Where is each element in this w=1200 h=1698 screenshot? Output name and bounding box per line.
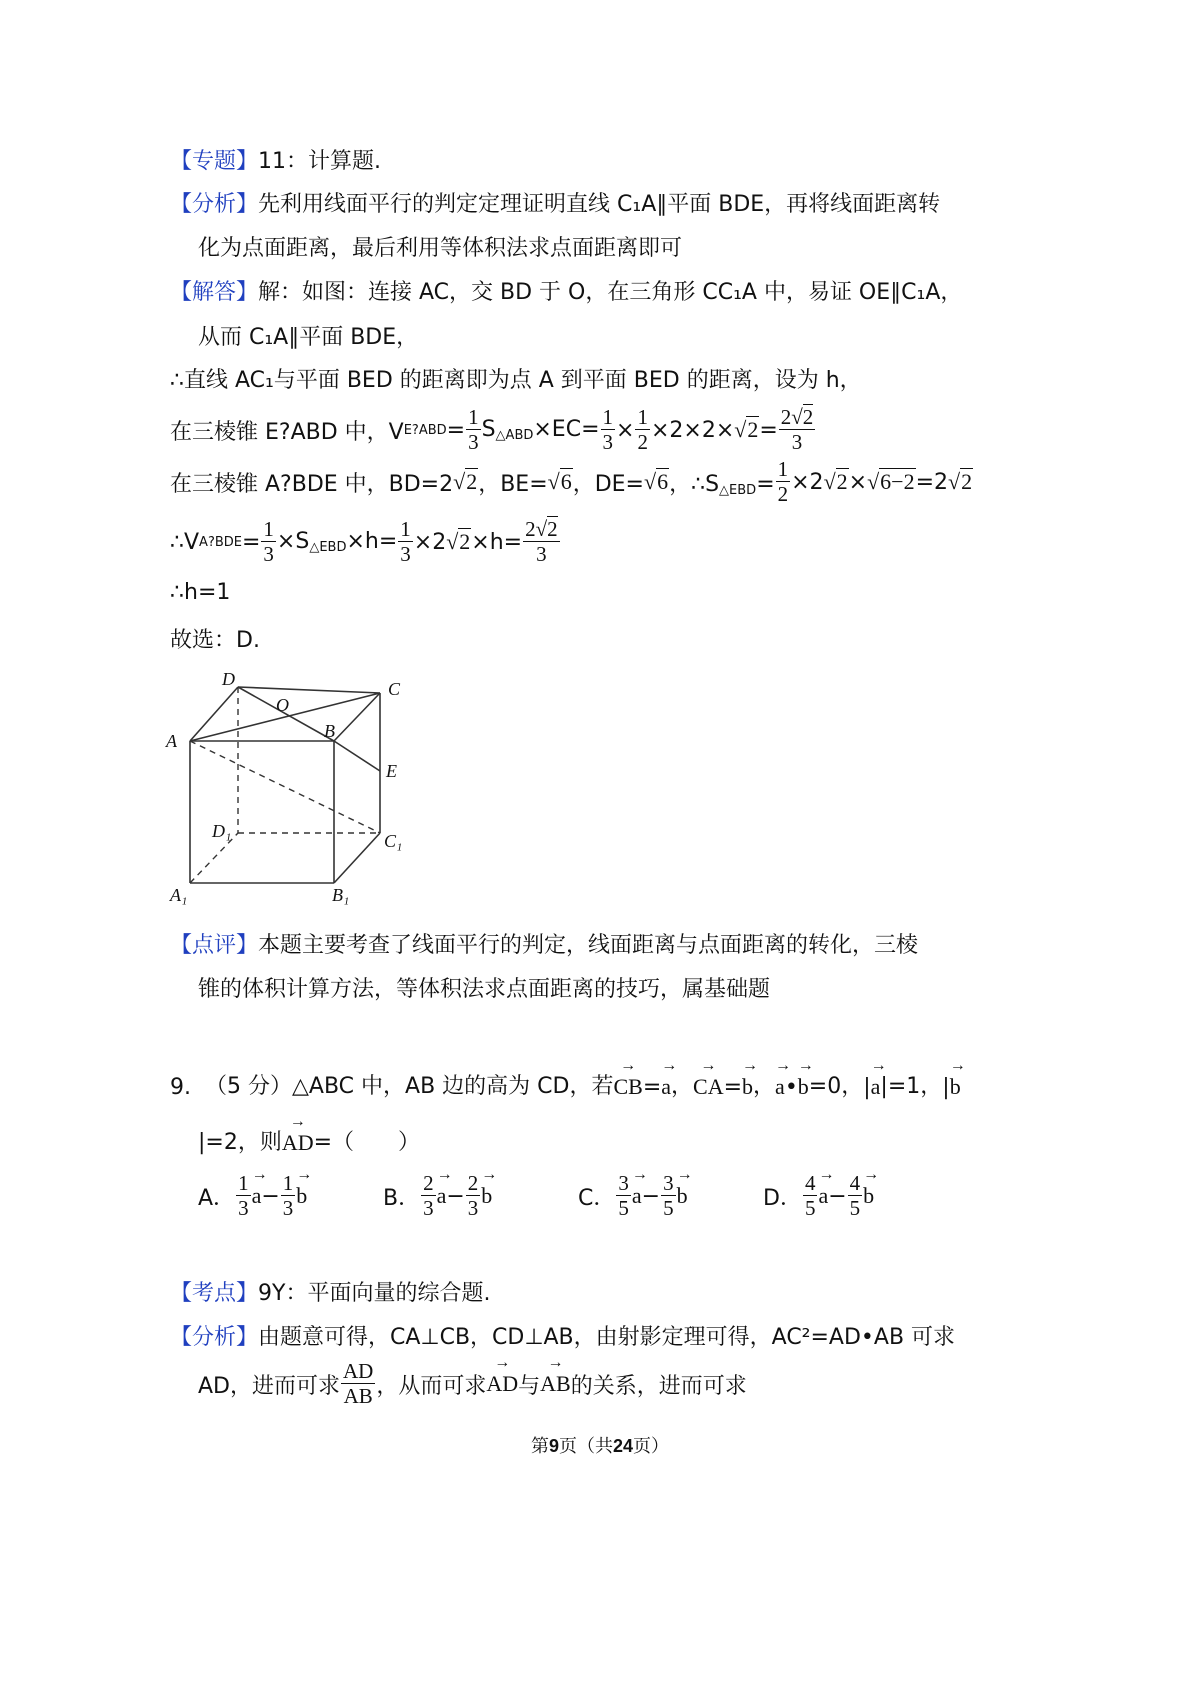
analysis-tag: 【分析】: [170, 192, 259, 217]
option-a-vec-a: → a: [252, 1183, 262, 1209]
option-d-minus: −: [828, 1183, 847, 1209]
vec-a-dot: → a: [775, 1074, 785, 1100]
vec-cb: → CB: [613, 1074, 642, 1100]
frac-2sqrt2-3-b: $\frac{2√2}{3}$: [525, 517, 558, 566]
edge-ad: [190, 687, 238, 741]
option-b-vec-b: → b: [481, 1183, 492, 1209]
q9-analysis-tag: 【分析】: [170, 1325, 259, 1350]
label-b: B: [324, 721, 335, 741]
comment-line-1: [170, 928, 918, 959]
eq-zero: =0，: [808, 1074, 864, 1099]
label-c1: C₁: [384, 831, 403, 851]
frac-1-3-c: $\frac{1}{3}$: [263, 517, 274, 566]
abs-a-close: |=1，: [880, 1074, 943, 1099]
vec-b-dot: → b: [798, 1074, 809, 1100]
vec-ad: → AD: [282, 1130, 314, 1156]
option-c-vec-b: → b: [677, 1183, 688, 1209]
analysis-line-1: [170, 187, 940, 218]
pyramid-a-bde-line: [170, 456, 973, 508]
kaodian-text: 9Y：平面向量的综合题.: [258, 1281, 491, 1306]
option-d-den1: 5: [804, 1196, 816, 1220]
option-a-den1: 3: [238, 1196, 249, 1220]
q9-analysis-text-2c: 与: [518, 1373, 541, 1399]
comment-line-2: 锥的体积计算方法，等体积法求点面距离的技巧，属基础题: [198, 977, 771, 1002]
option-d-label: D．: [763, 1185, 802, 1211]
frac-1-2-b: $\frac{1}{2}$: [777, 457, 789, 506]
frac-ad-ab: $\frac{AD}{AB}$: [343, 1359, 374, 1408]
q9-analysis-line-2: [198, 1356, 747, 1412]
footer-pre: 第: [530, 1436, 549, 1456]
de-label: ，DE=: [572, 471, 644, 497]
solution-line-1: [170, 275, 962, 306]
comment-tag: 【点评】: [170, 933, 259, 958]
q9-analysis-text-2a: AD，进而可求: [198, 1373, 340, 1399]
topic-text: 11：计算题.: [258, 149, 382, 174]
option-b-vec-a: → a: [437, 1183, 447, 1209]
times-2-b: ×2: [413, 529, 447, 555]
topic-line: [170, 144, 381, 175]
page-footer: [0, 1432, 1200, 1458]
eq-ca: =: [723, 1075, 743, 1100]
label-b1: B₁: [332, 885, 350, 905]
option-b-minus: −: [446, 1183, 465, 1209]
footer-page-number: 9: [548, 1436, 559, 1456]
option-b-den1: 3: [423, 1196, 434, 1220]
option-d-num1: 4: [804, 1171, 816, 1195]
vec-a: → a: [661, 1074, 671, 1100]
abs-a-open: |: [863, 1075, 871, 1100]
option-c-num1: 3: [618, 1171, 629, 1195]
volume-e-abd-line: [170, 400, 816, 460]
edge-b1c1: [334, 833, 380, 883]
label-d1: D₁: [212, 821, 232, 841]
option-b-frac2: [466, 1173, 481, 1219]
option-d-frac2: [848, 1173, 863, 1219]
option-a-label: A．: [198, 1185, 236, 1211]
vec-a-abs: → a: [871, 1074, 881, 1100]
kaodian-line: [170, 1276, 490, 1307]
choice-d: 故选：D.: [170, 628, 260, 653]
eq-1: =: [446, 417, 466, 443]
times-sqrt: ×: [848, 469, 868, 495]
sqrt-6-de: √6: [644, 469, 669, 494]
solution-line-2: 从而 C₁A∥平面 BDE，: [198, 325, 419, 350]
frac-2sqrt2-3: $\frac{2√2}{3}$: [780, 405, 814, 454]
eq-4: =: [241, 529, 261, 555]
sqrt-2: √2: [734, 417, 759, 442]
sqrt-6-2: √6−2: [867, 469, 915, 494]
s-abd: $S_{\triangle ABD}\times EC=$: [481, 417, 600, 443]
option-c[interactable]: [578, 1173, 763, 1219]
times-2x2: ×2×2×: [650, 417, 735, 443]
label-c: C: [388, 679, 401, 699]
times-h: ×h=: [471, 529, 523, 555]
option-d-vec-a: → a: [818, 1183, 828, 1209]
option-c-num2: 3: [663, 1171, 674, 1195]
option-b-num1: 2: [423, 1171, 434, 1195]
option-b-den2: 3: [467, 1196, 479, 1220]
edge-cb: [334, 693, 380, 741]
volume-a-bde-prefix: ∴V: [170, 529, 200, 555]
diag-ac1-hidden: [190, 741, 380, 833]
volume-e-abd-sub: E?ABD: [403, 422, 447, 438]
option-d-frac1: [803, 1173, 818, 1219]
option-d-num2: 4: [849, 1171, 861, 1195]
label-d: D: [222, 669, 235, 689]
option-a[interactable]: [198, 1173, 383, 1219]
times-2: ×2: [791, 469, 824, 495]
vec-b-abs: → b: [950, 1074, 961, 1100]
q9-analysis-text-2b: ，从而可求: [376, 1373, 487, 1399]
option-c-den2: 5: [663, 1196, 674, 1220]
q9-line2-suffix: =（ ）: [313, 1130, 421, 1155]
solution-text-1: 解：如图：连接 AC，交 BD 于 O，在三角形 CC₁A 中，易证 OE∥C₁A，: [258, 280, 963, 305]
abs-b-open: |: [942, 1075, 950, 1100]
option-b-num2: 2: [467, 1171, 479, 1195]
times-1: ×: [616, 417, 635, 443]
q9-line-1: [170, 1064, 961, 1100]
analysis-line-2: 化为点面距离，最后利用等体积法求点面距离即可: [198, 236, 683, 261]
comma-2: ，: [753, 1074, 776, 1099]
label-a1: A₁: [170, 885, 188, 905]
eq-3: =2: [915, 469, 949, 495]
frac-1-2: $\frac{1}{2}$: [637, 405, 648, 454]
option-b[interactable]: [383, 1173, 578, 1219]
vec-ab: → AB: [540, 1371, 571, 1397]
analysis-text-1: 先利用线面平行的判定定理证明直线 C₁A∥平面 BDE，再将线面距离转: [258, 192, 941, 217]
option-b-label: B．: [383, 1185, 421, 1211]
cube-figure: [160, 665, 420, 915]
q9-options: [198, 1168, 948, 1224]
option-c-frac2: [661, 1173, 676, 1219]
sqrt-2-b: √2: [823, 469, 848, 494]
vec-ad-2: → AD: [486, 1371, 518, 1397]
label-o: O: [276, 695, 289, 715]
footer-post: 页）: [633, 1436, 670, 1456]
q9-analysis-line-1: [170, 1320, 955, 1351]
option-c-den1: 5: [618, 1196, 629, 1220]
segment-be: [334, 741, 380, 771]
frac-1-3-b: $\frac{1}{3}$: [602, 405, 614, 454]
sqrt-6-be: √6: [547, 469, 572, 494]
volume-a-bde-line: [170, 512, 561, 572]
q9-line2-prefix: |=2，则: [198, 1130, 282, 1155]
sqrt-2-d: √2: [446, 529, 471, 554]
vec-b: → b: [742, 1074, 753, 1100]
option-a-frac2: [281, 1173, 296, 1219]
distance-line: ∴直线 AC₁与平面 BED 的距离即为点 A 到平面 BED 的距离，设为 h，: [170, 368, 862, 393]
dot: •: [784, 1075, 798, 1100]
q9-analysis-text-2d: 的关系，进而可求: [570, 1373, 747, 1399]
footer-mid: 页（共: [558, 1436, 613, 1456]
option-a-frac1: [236, 1173, 251, 1219]
volume-e-abd-label: 在三棱锥 E?ABD 中，V: [170, 419, 404, 445]
option-d-vec-b: → b: [863, 1183, 874, 1209]
kaodian-tag: 【考点】: [170, 1281, 259, 1306]
q9-analysis-text-1: 由题意可得，CA⊥CB，CD⊥AB，由射影定理可得，AC²=AD•AB 可求: [258, 1325, 956, 1350]
option-a-vec-b: → b: [296, 1183, 307, 1209]
be-de: ，BE=: [478, 471, 548, 497]
comma-1: ，: [671, 1074, 694, 1099]
option-b-frac1: [421, 1173, 436, 1219]
option-c-frac1: [616, 1173, 631, 1219]
frac-1-3-d: $\frac{1}{3}$: [400, 517, 411, 566]
q9-line-2: [198, 1122, 420, 1156]
vec-ca: → CA: [693, 1074, 724, 1100]
edge-dc: [238, 687, 380, 693]
option-c-vec-a: → a: [632, 1183, 642, 1209]
option-c-label: C．: [578, 1185, 616, 1211]
option-d-den2: 5: [849, 1196, 861, 1220]
s-ebd: ，$\therefore S_{\triangle EBD}=$: [669, 471, 775, 498]
volume-a-bde-sub: A?BDE: [199, 534, 242, 550]
s-ebd-h: $\times S_{\triangle EBD}\times h=$: [276, 529, 398, 555]
label-e: E: [386, 761, 397, 781]
label-a: A: [166, 731, 177, 751]
footer-total-pages: 24: [612, 1436, 634, 1456]
option-a-num2: 1: [282, 1171, 294, 1195]
comment-text-1: 本题主要考查了线面平行的判定，线面距离与点面距离的转化，三棱: [258, 933, 919, 958]
option-c-minus: −: [641, 1183, 661, 1209]
frac-1-3: $\frac{1}{3}$: [468, 405, 479, 454]
eq-2: =: [759, 417, 778, 443]
sqrt-2-c: √2: [948, 469, 973, 494]
q9-stem: （5 分）△ABC 中，AB 边的高为 CD，若: [205, 1074, 614, 1099]
option-a-minus: −: [261, 1183, 280, 1209]
q9-number: 9.: [170, 1075, 191, 1100]
option-a-den2: 3: [282, 1196, 294, 1220]
sqrt-2-bd: √2: [453, 469, 478, 494]
bd-label: 在三棱锥 A?BDE 中，BD=2: [170, 471, 454, 497]
option-a-num1: 1: [238, 1171, 249, 1195]
eq-cb: =: [642, 1075, 662, 1100]
h-result: ∴h=1: [170, 580, 231, 605]
solution-tag: 【解答】: [170, 280, 259, 305]
option-d[interactable]: [763, 1173, 948, 1219]
topic-tag: 【专题】: [170, 149, 259, 174]
